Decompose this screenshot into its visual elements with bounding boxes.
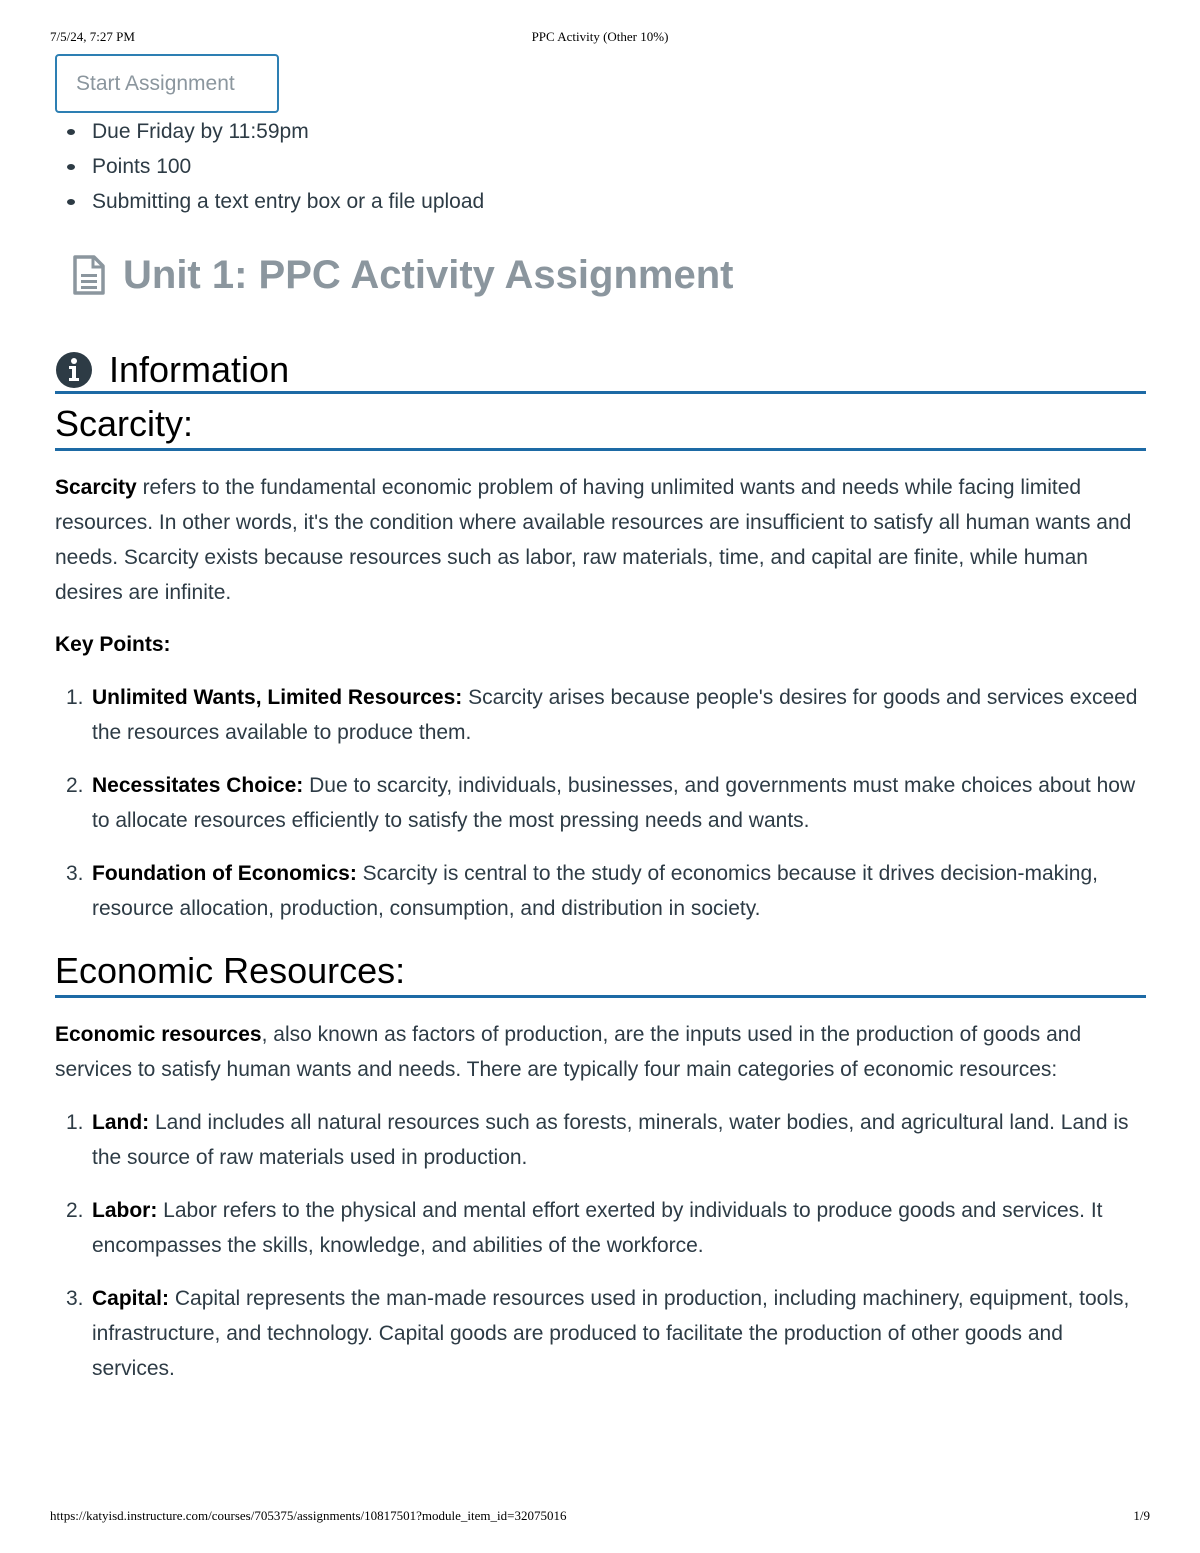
list-item [55,1193,1146,1263]
due-date: Due Friday by 11:59pm [55,114,1146,149]
assignment-details [55,114,1146,219]
point-text: Due to scarcity, individuals, businesses, and governments must make choices about how to allocate resources efficiently to satisfy the most pressing needs and wants. [92,774,1136,832]
scarcity-intro-text: refers to the fundamental economic problem of having unlimited wants and needs while facing limited resources. In other words, it's the condition where available resources are insufficient to satisfy all human wants and needs. Scarcity exists because resources such as labor, raw materials, time, and capital are finite, while human desires are infinite. [55,476,1132,604]
submission-types: Submitting a text entry box or a file upload [55,184,1146,219]
list-number: 2. [66,774,84,797]
economic-resources-intro-text: , also known as factors of production, are the inputs used in the production of goods and services to satisfy human wants and needs. There are typically four main categories of economic resources: [55,1023,1082,1081]
economic-resources-list [55,1105,1146,1386]
point-term: Labor: [92,1199,158,1222]
economic-resources-heading: Economic Resources: [55,947,1146,998]
page-title-text: Unit 1: PPC Activity Assignment [123,252,734,297]
page-title [55,250,1146,300]
list-number: 3. [66,862,84,885]
point-term: Foundation of Economics: [92,862,357,885]
start-assignment-button[interactable]: Start Assignment [55,54,279,113]
print-url: https://katyisd.instructure.com/courses/705375/assignments/10817501?module_item_id=32075016 [50,1508,567,1523]
point-term: Land: [92,1111,150,1134]
assignment-content [55,54,1146,1386]
list-number: 3. [66,1287,84,1310]
point-text: Capital represents the man-made resources used in production, including machinery, equipment, tools, infrastructure, and technology. Capital goods are produced to facilitate the production of other goods and services. [92,1287,1130,1380]
economic-resources-intro [55,1017,1146,1087]
print-date: 7/5/24, 7:27 PM [50,29,135,44]
list-number: 1. [66,686,84,709]
point-text: Scarcity arises because people's desires for goods and services exceed the resources available to produce them. [92,686,1138,744]
point-text: Land includes all natural resources such as forests, minerals, water bodies, and agricultural land. Land is the source of raw materials used in production. [92,1111,1129,1169]
information-heading-text: Information [109,349,290,390]
page-number: 1/9 [1133,1508,1150,1523]
list-item [55,680,1146,750]
scarcity-term: Scarcity [55,476,137,499]
list-item [55,768,1146,838]
list-item [55,856,1146,926]
point-term: Unlimited Wants, Limited Resources: [92,686,463,709]
scarcity-points-list [55,680,1146,926]
point-text: Labor refers to the physical and mental effort exerted by individuals to produce goods and services. It encompasses the skills, knowledge, and abilities of the workforce. [92,1199,1103,1257]
points: Points 100 [55,149,1146,184]
info-circle-icon [55,351,93,389]
scarcity-intro [55,470,1146,610]
point-term: Necessitates Choice: [92,774,304,797]
print-title: PPC Activity (Other 10%) [531,29,669,44]
point-text: Scarcity is central to the study of economics because it drives decision-making, resource allocation, production, consumption, and distribution in society. [92,862,1098,920]
list-number: 1. [66,1111,84,1134]
key-points-label: Key Points: [55,633,171,656]
list-item [55,1281,1146,1386]
economic-resources-term: Economic resources [55,1023,262,1046]
information-heading [55,349,1146,394]
list-item [55,1105,1146,1175]
point-term: Capital: [92,1287,170,1310]
list-number: 2. [66,1199,84,1222]
scarcity-heading: Scarcity: [55,400,1146,451]
document-icon [72,255,106,295]
